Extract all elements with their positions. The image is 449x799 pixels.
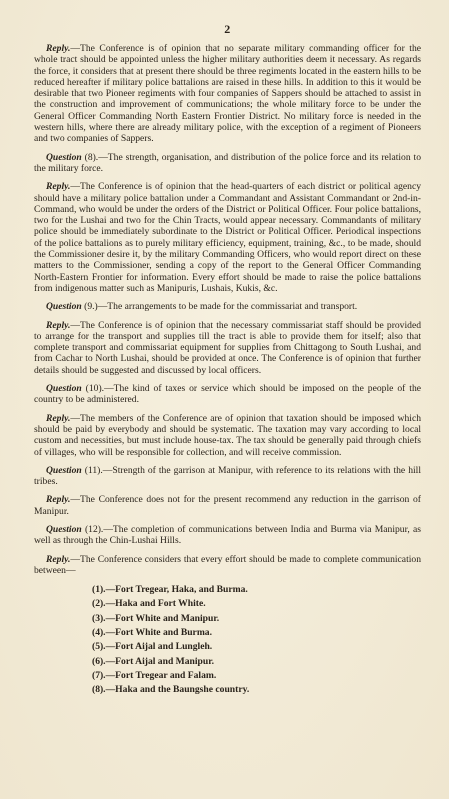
- reply-text: —The Conference is of opinion that the necessary commissariat staff should be provided to arrange for the transport and supplies till the tract is able to provide them for itself; also that complete transport and commissariat equipment for supplies from Chittagong to South Lushai, and from Cachar to North Lushai, should be provided at once. The Conference is of opinion that further details should be suggested and discussed by local officers.: [34, 319, 421, 376]
- reply-text: —The members of the Conference are of opinion that taxation should be imposed which should be paid by everybody and should be systematic. The taxation may vary according to local custom and necessities, but must include house-tax. The tax should be generally paid through chiefs of villages, who will be responsible for collection, and will receive commission.: [34, 412, 421, 458]
- reply-paragraph: [34, 413, 421, 458]
- reply-text: —The Conference is of opinion that the head-quarters of each district or political agency should have a military police battalion under a Commandant and Assistant Commandant or 2nd-in-Command, who would be under the orders of the District or Political Officer. Four police battalions, two for the Lushai and two for the Chin Tracts, would appear necessary. Commandants of military police should be immediately subordinate to the District or Political Officer. Periodical inspections of the police battalions as to purely military efficiency, equipment, training, &c., to be made, should the Commissioner desire it, by the military Commanding Officers, who would report direct on these matters to the Commissioner, sending a copy of the report to the General Officer Commanding North-Eastern Frontier for information. Every effort should be made to raise the police battalions from indigenous matter such as Manipuris, Lushais, Kukis, &c.: [34, 181, 421, 294]
- route-item: (7).—Fort Tregear and Falam.: [92, 669, 217, 681]
- question-text: (11).—Strength of the garrison at Manipur, with reference to its relations with the hill tribes.: [34, 464, 421, 488]
- reply-text: —The Conference is of opinion that no separate military commanding officer for the whole tract should be appointed unless the higher military authorities deem it necessary. As regards the force, it considers that at present there should be three regiments located in the eastern hills to be reduced hereafter if military police battalions are raised in these hills. In addition to this it would be desirable that two Pioneer regiments with four companies of Sappers should be attached to assist in the construction and improvement of communications; the whole military force to be under the General Officer Commanding North Eastern Frontier District. No military force is needed in the western hills, where there are already military police, with the exception of a regiment of Pioneers and two companies of Sappers.: [34, 43, 421, 145]
- route-item: (6).—Fort Aijal and Manipur.: [92, 655, 214, 667]
- question-label: Question: [46, 301, 82, 313]
- reply-paragraph: [34, 43, 421, 145]
- route-item: (3).—Fort White and Manipur.: [92, 612, 220, 624]
- reply-paragraph: [34, 554, 421, 577]
- question-label: Question: [46, 383, 82, 395]
- question-paragraph: [34, 465, 421, 488]
- page-number: 2: [224, 22, 231, 36]
- reply-paragraph: [34, 181, 421, 294]
- question-text: (8).—The strength, organisation, and distribution of the police force and its relation to the military force.: [34, 151, 421, 174]
- question-text: (9.)—The arrangements to be made for the commissariat and transport.: [81, 301, 358, 313]
- route-item: (8).—Haka and the Baungshe country.: [92, 684, 250, 696]
- communication-routes-list: [92, 583, 421, 697]
- question-paragraph: [34, 524, 421, 547]
- reply-label: Reply.: [46, 494, 71, 506]
- question-paragraph: [34, 152, 421, 175]
- route-item: (2).—Haka and Fort White.: [92, 598, 206, 610]
- reply-text: —The Conference considers that every effort should be made to complete communication between—: [34, 553, 421, 576]
- reply-paragraph: [34, 494, 421, 517]
- route-item: (5).—Fort Aijal and Lungleh.: [92, 641, 213, 653]
- reply-label: Reply.: [46, 412, 71, 424]
- question-label: Question: [46, 151, 82, 163]
- reply-paragraph: [34, 320, 421, 376]
- question-text: (12).—The completion of communications between India and Burma via Manipur, as well as through the Chin-Lushai Hills.: [34, 523, 421, 547]
- question-text: (10).—The kind of taxes or service which should be imposed on the people of the country to be administered.: [34, 383, 421, 406]
- reply-label: Reply.: [46, 181, 71, 193]
- reply-label: Reply.: [46, 553, 71, 565]
- question-paragraph: [34, 301, 421, 312]
- reply-label: Reply.: [46, 319, 71, 331]
- route-item: (1).—Fort Tregear, Haka, and Burma.: [92, 584, 248, 596]
- reply-label: Reply.: [46, 43, 71, 54]
- question-label: Question: [46, 523, 82, 535]
- question-label: Question: [46, 464, 82, 476]
- question-paragraph: [34, 383, 421, 406]
- route-item: (4).—Fort White and Burma.: [92, 627, 213, 639]
- reply-text: —The Conference does not for the present recommend any reduction in the garrison of Manipur.: [34, 494, 421, 517]
